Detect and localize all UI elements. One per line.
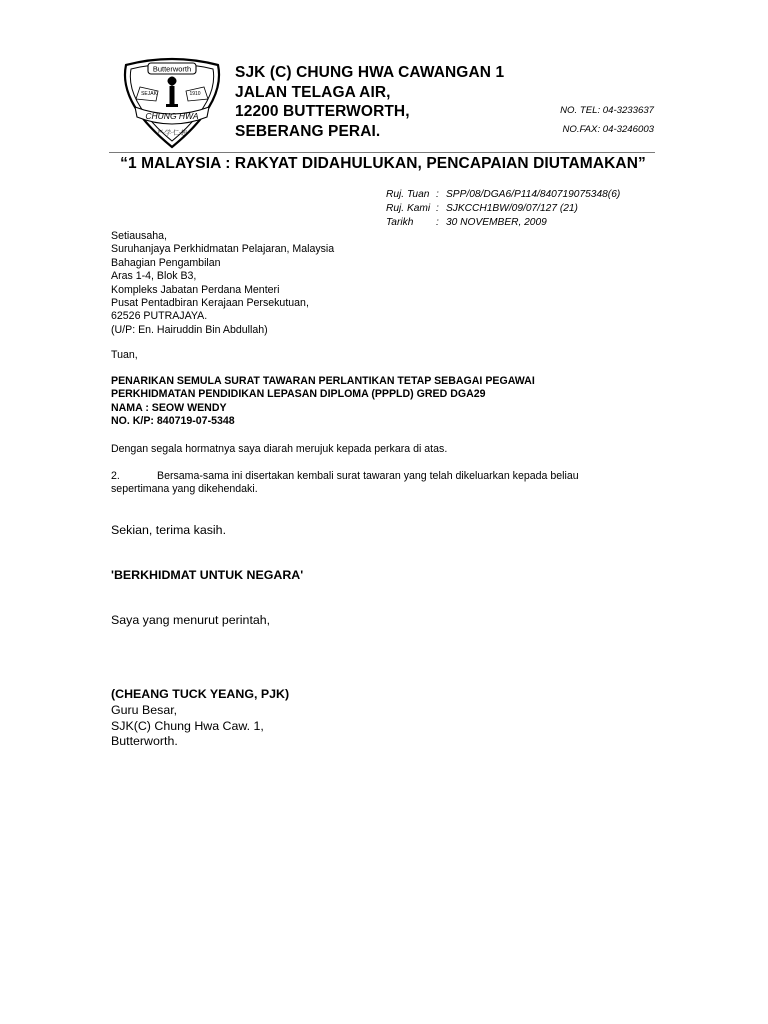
school-crest-icon bbox=[118, 55, 226, 150]
subject-block bbox=[111, 375, 535, 429]
signatory-title: Guru Besar, bbox=[111, 702, 178, 717]
salutation: Tuan, bbox=[111, 349, 138, 361]
signatory-name: (CHEANG TUCK YEANG, PJK) bbox=[111, 687, 290, 701]
subject-line: PERKHIDMATAN PENDIDIKAN LEPASAN DIPLOMA (PPPLD) GRED DGA29 bbox=[111, 388, 486, 401]
address-line: (U/P: En. Hairuddin Bin Abdullah) bbox=[111, 323, 268, 336]
contact-info bbox=[548, 102, 654, 139]
address-line: Suruhanjaya Perkhidmatan Pelajaran, Malaysia bbox=[111, 243, 335, 256]
paragraph-line: Bersama-sama ini disertakan kembali surat tawaran yang telah dikeluarkan kepada beliau bbox=[157, 470, 579, 482]
address-line: Kompleks Jabatan Perdana Menteri bbox=[111, 283, 280, 296]
reference-value: SJKCCH1BW/09/07/127 (21) bbox=[446, 203, 578, 214]
subject-line: PENARIKAN SEMULA SURAT TAWARAN PERLANTIKAN TETAP SEBAGAI PEGAWAI bbox=[111, 375, 535, 387]
recipient-address bbox=[111, 230, 334, 337]
school-line: JALAN TELAGA AIR, bbox=[235, 83, 391, 101]
paragraph-2 bbox=[111, 470, 579, 497]
signatory-town: Butterworth. bbox=[111, 734, 178, 749]
school-line: 12200 BUTTERWORTH, bbox=[235, 103, 410, 120]
school-line: SEBERANG PERAI. bbox=[235, 122, 381, 140]
national-motto: “1 MALAYSIA : RAKYAT DIDAHULUKAN, PENCAPAIAN DIUTAMAKAN” bbox=[120, 155, 646, 172]
subject-ic-number: NO. K/P: 840719-07-5348 bbox=[111, 415, 235, 428]
reference-row: Ruj. Kami : SJKCCH1BW/09/07/127 (21) bbox=[386, 203, 578, 214]
school-line: SJK (C) CHUNG HWA CAWANGAN 1 bbox=[235, 64, 505, 81]
address-line: Aras 1-4, Blok B3, bbox=[111, 270, 197, 283]
paragraph-1: Dengan segala hormatnya saya diarah merujuk kepada perkara di atas. bbox=[111, 443, 448, 455]
closing-remark: Sekian, terima kasih. bbox=[111, 523, 227, 537]
crest-banner-text: Butterworth bbox=[152, 64, 192, 74]
reference-label: Tarikh bbox=[386, 217, 414, 228]
paragraph-number: 2. bbox=[111, 470, 120, 482]
signature-block bbox=[111, 687, 289, 750]
crest-right-text: 1910 bbox=[189, 91, 201, 97]
crest-band-text: CHUNG HWA bbox=[145, 111, 199, 121]
reference-row: Ruj. Tuan : SPP/08/DGA6/P114/840719075348(6) bbox=[386, 189, 621, 200]
service-motto: 'BERKHIDMAT UNTUK NEGARA' bbox=[111, 568, 304, 582]
reference-label: Ruj. Tuan bbox=[386, 189, 430, 200]
paragraph-line: sepertimana yang dikehendaki. bbox=[111, 483, 258, 496]
address-line: 62526 PUTRAJAYA. bbox=[111, 310, 208, 323]
address-line: Bahagian Pengambilan bbox=[111, 256, 221, 269]
subject-name: NAMA : SEOW WENDY bbox=[111, 401, 227, 414]
school-name-address bbox=[235, 63, 504, 141]
telephone-number: NO. TEL: 04-3233637 bbox=[560, 105, 654, 116]
letterhead-divider bbox=[109, 152, 655, 153]
crest-bottom-text: 严·学·仁·恕 bbox=[157, 130, 187, 137]
address-line: Pusat Pentadbiran Kerajaan Persekutuan, bbox=[111, 297, 309, 310]
reference-label: Ruj. Kami bbox=[386, 203, 431, 214]
address-line: Setiausaha, bbox=[111, 230, 167, 242]
crest-left-text: SEJAK bbox=[141, 91, 157, 97]
signatory-school: SJK(C) Chung Hwa Caw. 1, bbox=[111, 718, 264, 733]
reference-value: 30 NOVEMBER, 2009 bbox=[446, 217, 547, 228]
yours-faithfully: Saya yang menurut perintah, bbox=[111, 613, 271, 627]
reference-block bbox=[386, 188, 620, 230]
reference-value: SPP/08/DGA6/P114/840719075348(6) bbox=[446, 189, 621, 200]
fax-number: NO.FAX: 04-3246003 bbox=[562, 123, 654, 135]
reference-row: Tarikh : 30 NOVEMBER, 2009 bbox=[386, 217, 547, 228]
